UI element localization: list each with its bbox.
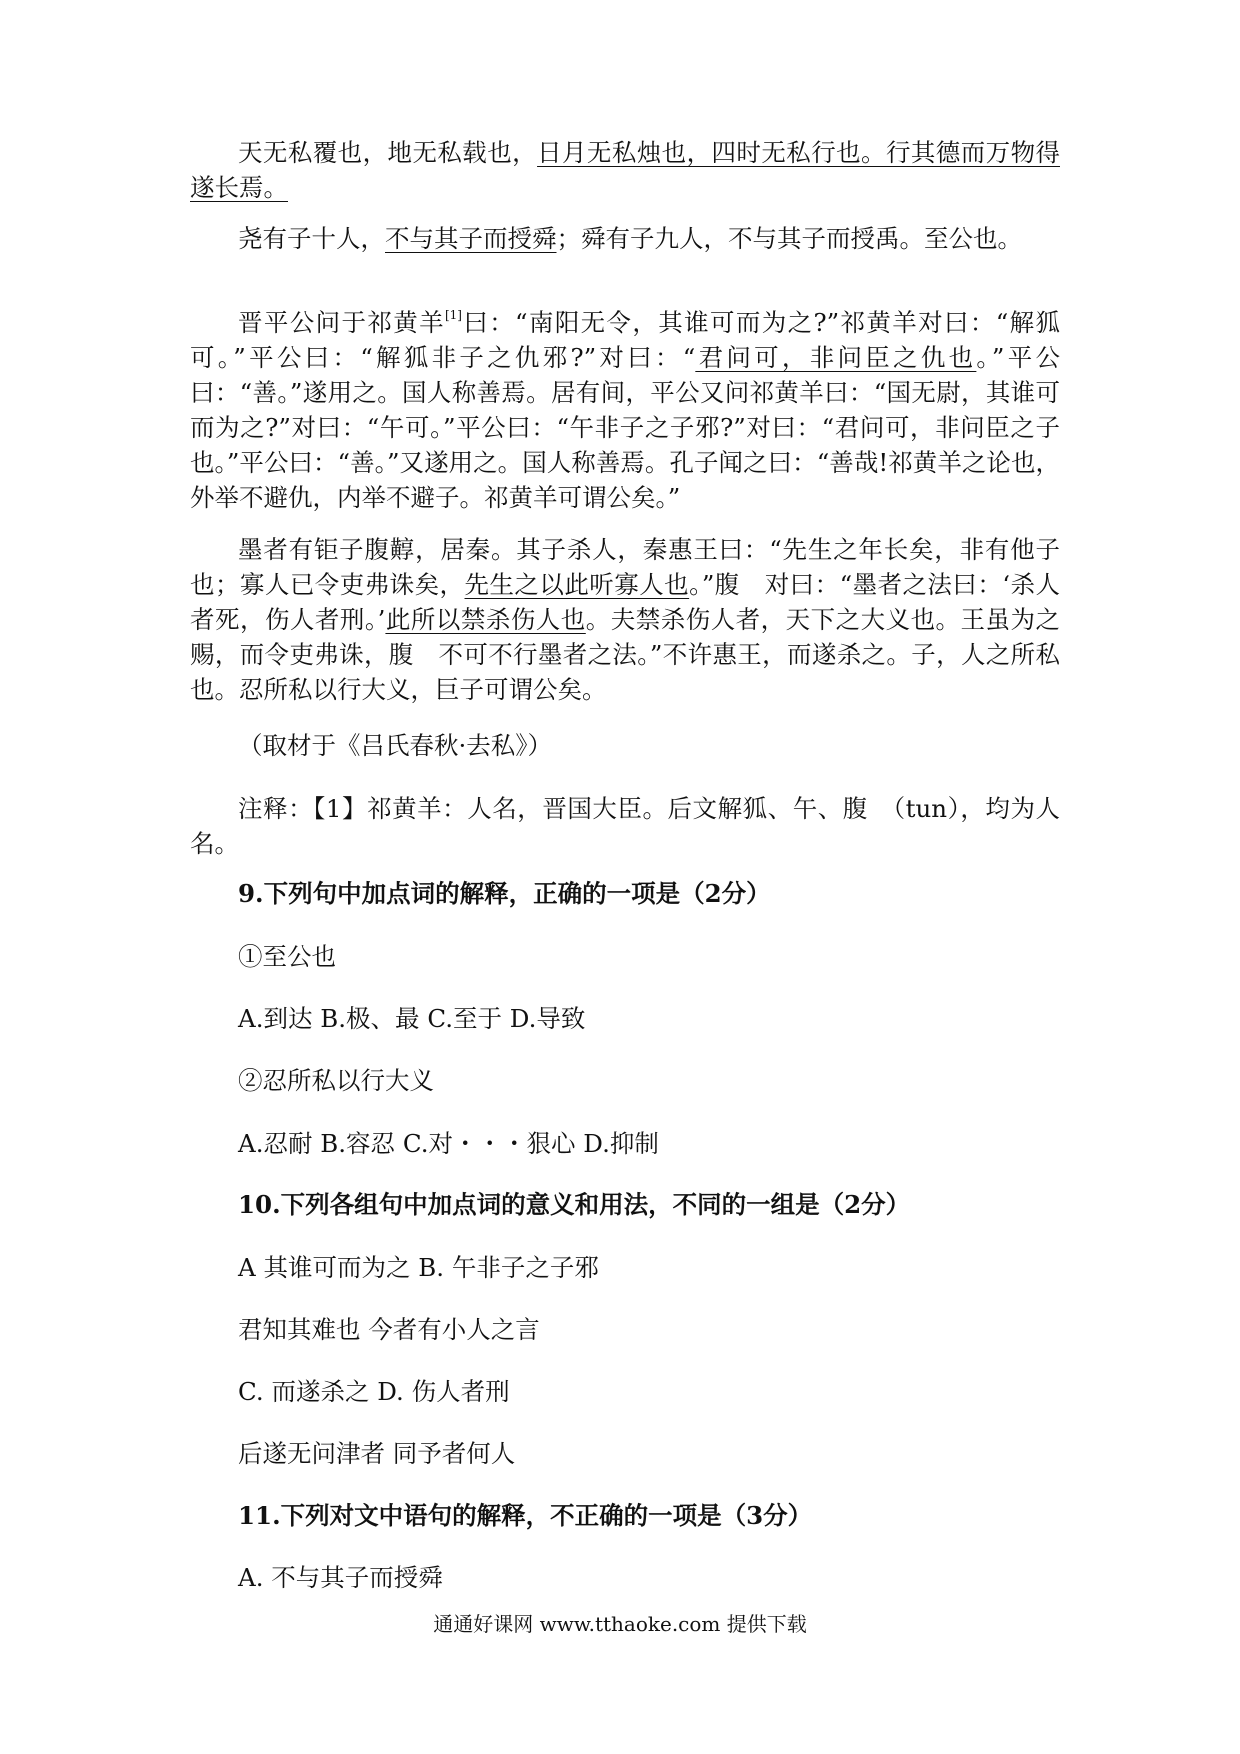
text: 曰：“南阳无令，其谁可而为之?”祁黄羊对曰：“解狐可。”平公曰：“解狐非子之仇邪?”对曰：“ (190, 308, 1060, 372)
passage-paragraph-3 (190, 305, 1060, 515)
page-footer: 通通好课网 www.tthaoke.com 提供下载 (433, 1612, 807, 1636)
question-10-row-2: 君知其难也 今者有小人之言 (238, 1315, 540, 1344)
text: 。夫禁杀伤人者，天下之大义也。王虽为之赐，而令吏弗诛，腹 不可不行墨者之法。”不许惠王，而遂杀之。子，人之所私也。忍所私以行大义，巨子可谓公矣。 (190, 605, 1060, 704)
question-10-row-3: C. 而遂杀之 D. 伤人者刑 (238, 1377, 510, 1406)
question-9-item-2: ②忍所私以行大义 (238, 1066, 434, 1095)
underlined-phrase: 先生之以此听寡人也 (464, 570, 690, 599)
footnote: 注释：【1】祁黄羊：人名，晋国大臣。后文解狐、午、腹 （tun），均为人名。 (190, 794, 1060, 858)
text: 。”平公曰：“善。”遂用之。国人称善焉。居有间，平公又问祁黄羊曰：“国无尉，其谁可而为之?”对曰：“午可。”平公曰：“午非子之子邪?”对曰：“君问可，非问臣之子也。”平公曰：“善。”又遂用之。国人称善焉。孔子闻之曰：“善哉!祁黄羊之论也，外举不避仇，内举不避子。祁黄羊可谓公矣。” (190, 343, 1061, 512)
question-9-options-1: A.到达 B.极、最 C.至于 D.导致 (238, 1004, 586, 1033)
question-10-title: 10.下列各组句中加点词的意义和用法，不同的一组是（2分） (238, 1190, 911, 1219)
passage-paragraph-1 (190, 135, 1060, 205)
question-11-option-a: A. 不与其子而授舜 (238, 1563, 443, 1592)
passage-paragraph-4 (190, 532, 1060, 707)
text: 墨者有钜子腹䵍，居秦。其子杀人，秦惠王曰：“先生之年长矣，非有他子也；寡人已令吏弗诛矣， (190, 535, 1060, 599)
source-citation: （取材于《吕氏春秋·去私》） (238, 731, 553, 760)
question-11-title: 11.下列对文中语句的解释，不正确的一项是（3分） (238, 1501, 813, 1530)
text: 。”腹 对曰：“墨者之法曰：‘杀人者死，伤人者刑。’ (190, 570, 1061, 634)
passage-paragraph-2 (190, 221, 1060, 256)
text: 尧有子十人， (238, 224, 385, 253)
question-9-item-1: ①至公也 (238, 942, 336, 971)
underlined-phrase: 此所以禁杀伤人也 (385, 605, 586, 634)
underlined-phrase: 不与其子而授舜 (385, 224, 557, 253)
text: 晋平公问于祁黄羊 (238, 308, 445, 337)
question-9-options-2: A.忍耐 B.容忍 C.对・・・狠心 D.抑制 (238, 1129, 659, 1158)
underlined-phrase: 日月无私烛也，四时无私行也。行其德而万物得遂长焉。 (190, 138, 1060, 202)
underlined-phrase: 君问可，非问臣之仇也 (695, 343, 977, 372)
question-10-row-4: 后遂无问津者 同予者何人 (238, 1439, 516, 1468)
text: 天无私覆也，地无私载也， (238, 138, 538, 167)
question-9-title: 9.下列句中加点词的解释，正确的一项是（2分） (238, 879, 771, 908)
text: ；舜有子九人，不与其子而授禹。至公也。 (556, 224, 1022, 253)
footnote-marker: [1] (444, 308, 462, 322)
question-10-row-1: A 其谁可而为之 B. 午非子之子邪 (238, 1253, 599, 1282)
